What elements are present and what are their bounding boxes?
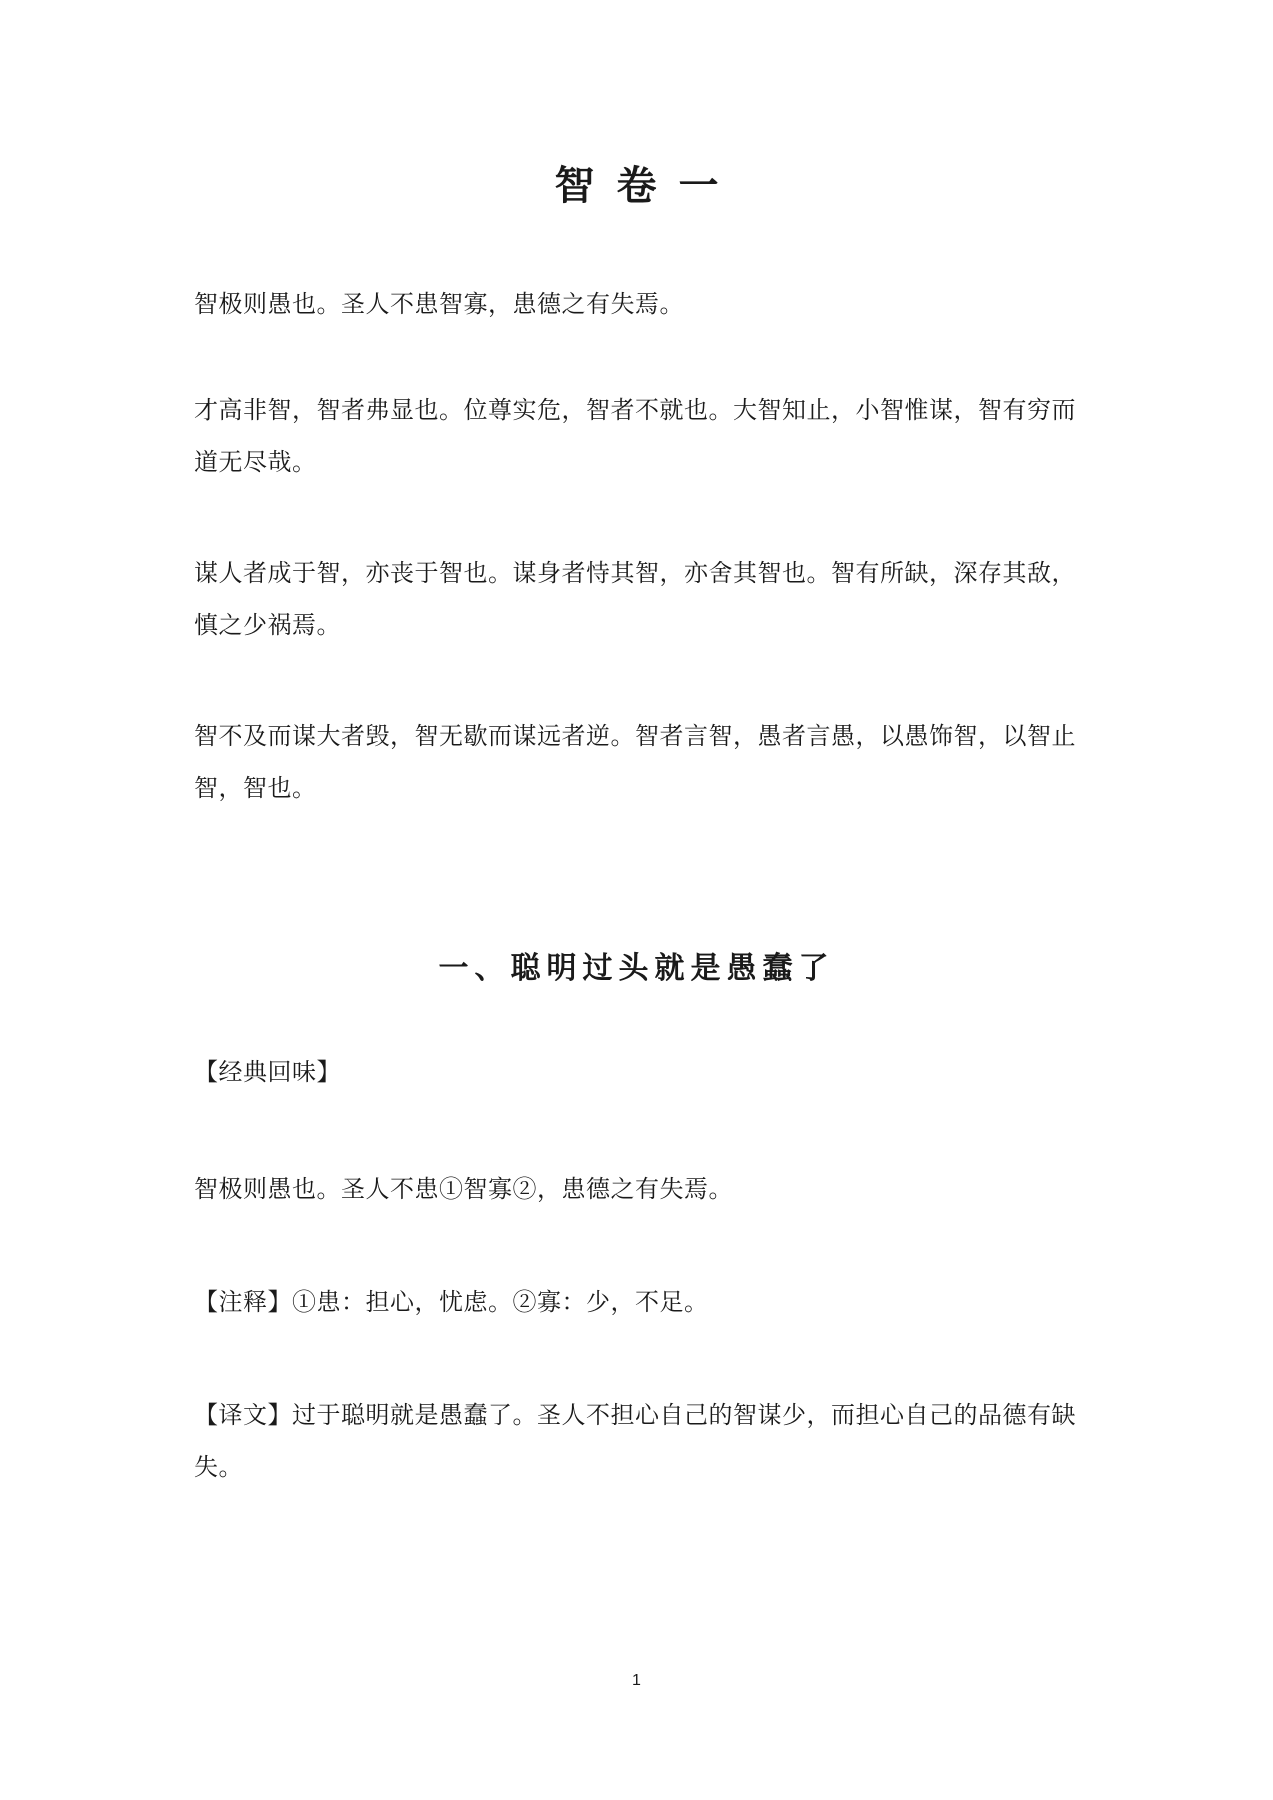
classic-label: 【经典回味】 [194,1058,341,1086]
intro-paragraph-3: 谋人者成于智，亦丧于智也。谋身者恃其智，亦舍其智也。智有所缺，深存其敌，慎之少祸焉。 [194,559,1076,639]
section-heading: 一、聪明过头就是愚蠢了 [438,951,835,986]
notes-paragraph: 【注释】①患：担心，忧虑。②寡：少，不足。 [194,1288,709,1316]
intro-paragraph-2: 才高非智，智者弗显也。位尊实危，智者不就也。大智知止，小智惟谋，智有穷而道无尽哉。 [194,396,1076,476]
page-number: 1 [632,1672,641,1689]
intro-paragraph-4: 智不及而谋大者毁，智无歇而谋远者逆。智者言智，愚者言愚，以愚饰智，以智止智，智也。 [194,722,1076,802]
intro-paragraph-1: 智极则愚也。圣人不患智寡，患德之有失焉。 [194,290,684,318]
chapter-title: 智卷一 [554,162,741,209]
translation-paragraph: 【译文】过于聪明就是愚蠢了。圣人不担心自己的智谋少，而担心自己的品德有缺失。 [194,1401,1076,1481]
classic-text: 智极则愚也。圣人不患①智寡②，患德之有失焉。 [194,1175,733,1203]
